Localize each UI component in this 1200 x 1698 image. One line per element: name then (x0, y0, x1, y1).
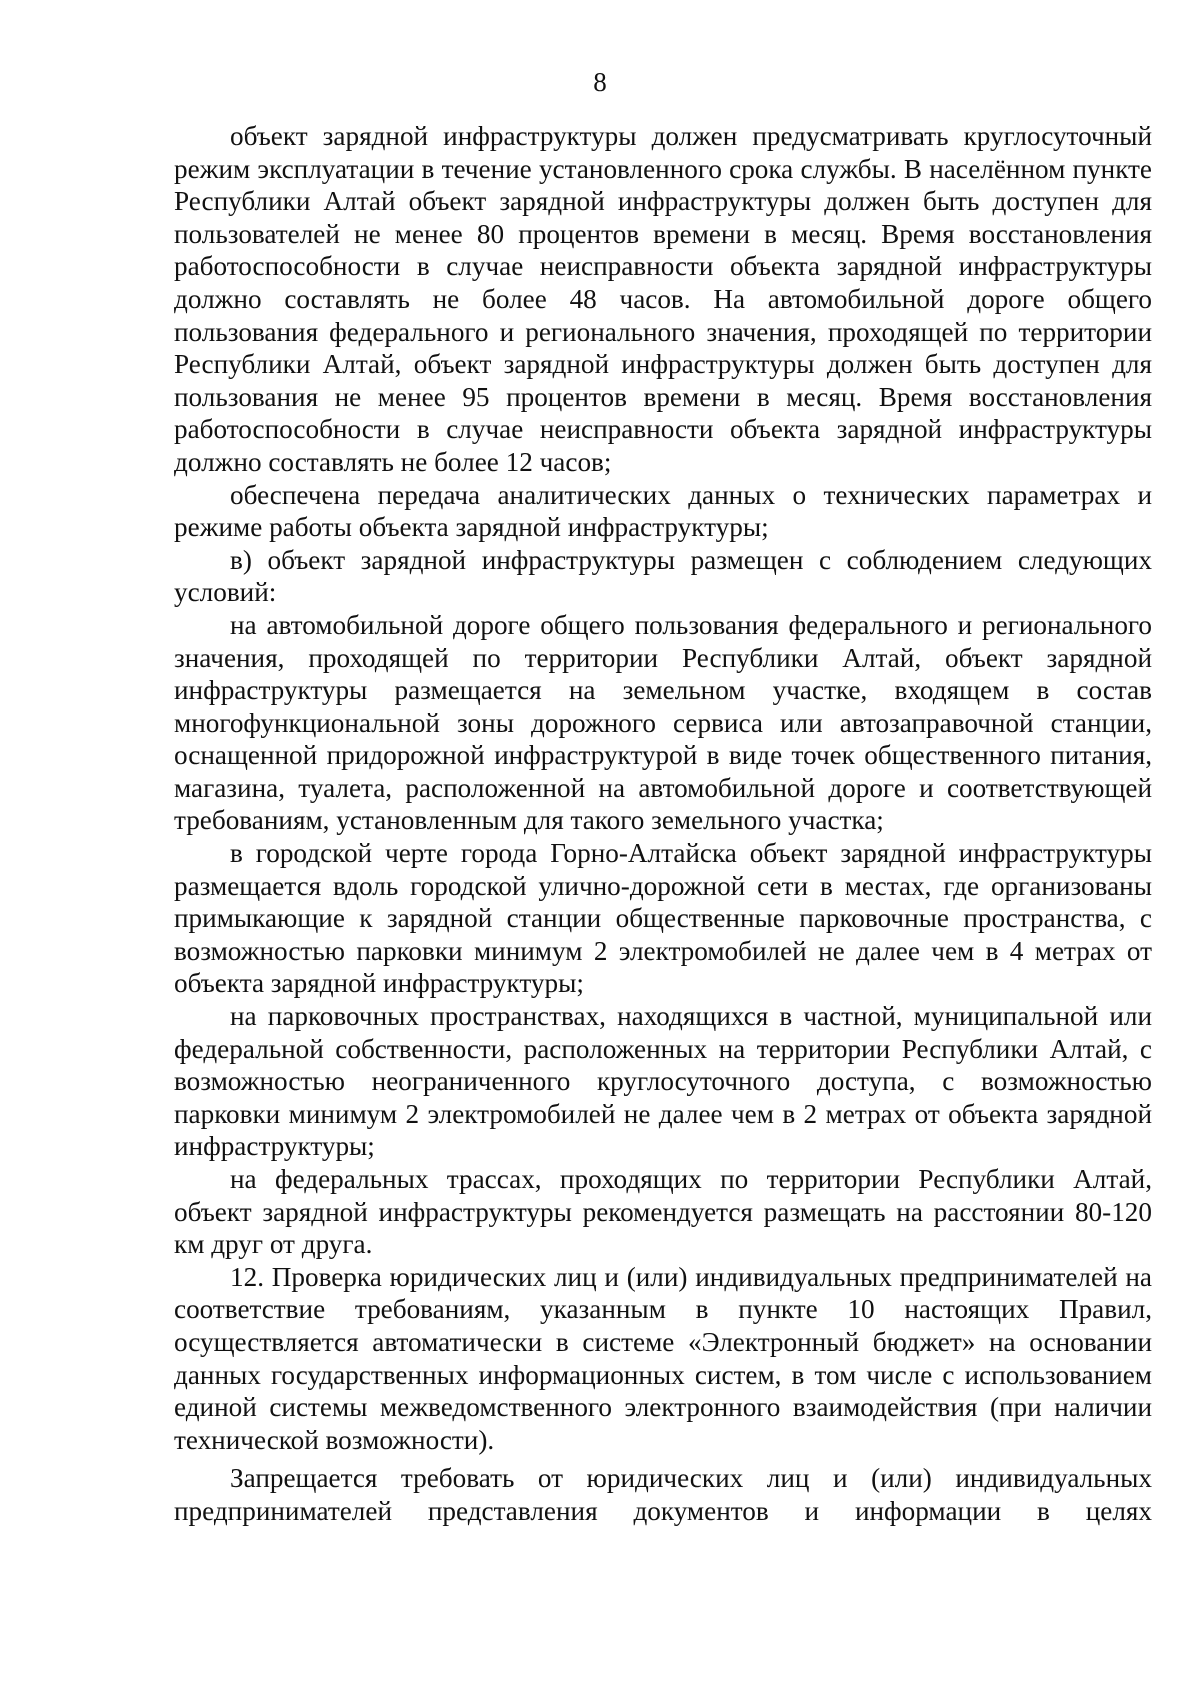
paragraph-highway-placement: на автомобильной дороге общего пользования федерального и регионального значения, проходящей по территории Республики Алтай, объект зарядной инфраструктуры размещается на земельном участке, входящем в состав многофункциональной зоны дорожного сервиса или автозаправочной станции, оснащенной придорожной инфраструктурой в виде точек общественного питания, магазина, туалета, расположенной на автомобильной дороге и соответствующей требованиям, установленным для такого земельного участка; (174, 609, 1152, 836)
page-number: 8 (593, 67, 607, 97)
paragraph-item-12: 12. Проверка юридических лиц и (или) индивидуальных предпринимателей на соответствие требованиям, указанным в пункте 10 настоящих Правил, осуществляется автоматически в системе «Электронный бюджет» на основании данных государственных информационных систем, в том числе с использованием единой системы межведомственного электронного взаимодействия (при наличии технической возможности). (174, 1261, 1152, 1455)
paragraph-federal-routes: на федеральных трассах, проходящих по территории Республики Алтай, объект зарядной инфраструктуры рекомендуется размещать на расстоянии 80-120 км друг от друга. (174, 1164, 1152, 1260)
paragraph-placement-conditions: в) объект зарядной инфраструктуры размещен с соблюдением следующих условий: (174, 544, 1152, 608)
paragraph-availability-requirements: объект зарядной инфраструктуры должен предусматривать круглосуточный режим эксплуатации в течение установленного срока службы. В населённом пункте Республики Алтай объект зарядной инфраструктуры должен быть доступен для пользователей не менее 80 процентов времени в месяц. Время восстановления работоспособности в случае неисправности объекта зарядной инфраструктуры должно составлять не более 48 часов. На автомобильной дороге общего пользования федерального и регионального значения, проходящей по территории Республики Алтай, объект зарядной инфраструктуры должен быть доступен для пользования не менее 95 процентов времени в месяц. Время восстановления работоспособности в случае неисправности объекта зарядной инфраструктуры должно составлять не более 12 часов; (174, 121, 1152, 477)
paragraph-analytics-transfer: обеспечена передача аналитических данных о технических параметрах и режиме работы объекта зарядной инфраструктуры; (174, 479, 1152, 543)
paragraph-parking-placement: на парковочных пространствах, находящихся в частной, муниципальной или федеральной собственности, расположенных на территории Республики Алтай, с возможностью неограниченного круглосуточного доступа, с возможностью парковки минимум 2 электромобилей не далее чем в 2 метрах от объекта зарядной инфраструктуры; (174, 1001, 1152, 1162)
paragraph-city-placement: в городской черте города Горно-Алтайска объект зарядной инфраструктуры размещается вдоль городской улично-дорожной сети в местах, где организованы примыкающие к зарядной станции общественные парковочные пространства, с возможностью парковки минимум 2 электромобилей не далее чем в 4 метрах от объекта зарядной инфраструктуры; (174, 838, 1152, 999)
paragraph-prohibition: Запрещается требовать от юридических лиц и (или) индивидуальных предпринимателей представления документов и информации в целях (174, 1463, 1152, 1526)
document-body (174, 120, 1152, 1528)
